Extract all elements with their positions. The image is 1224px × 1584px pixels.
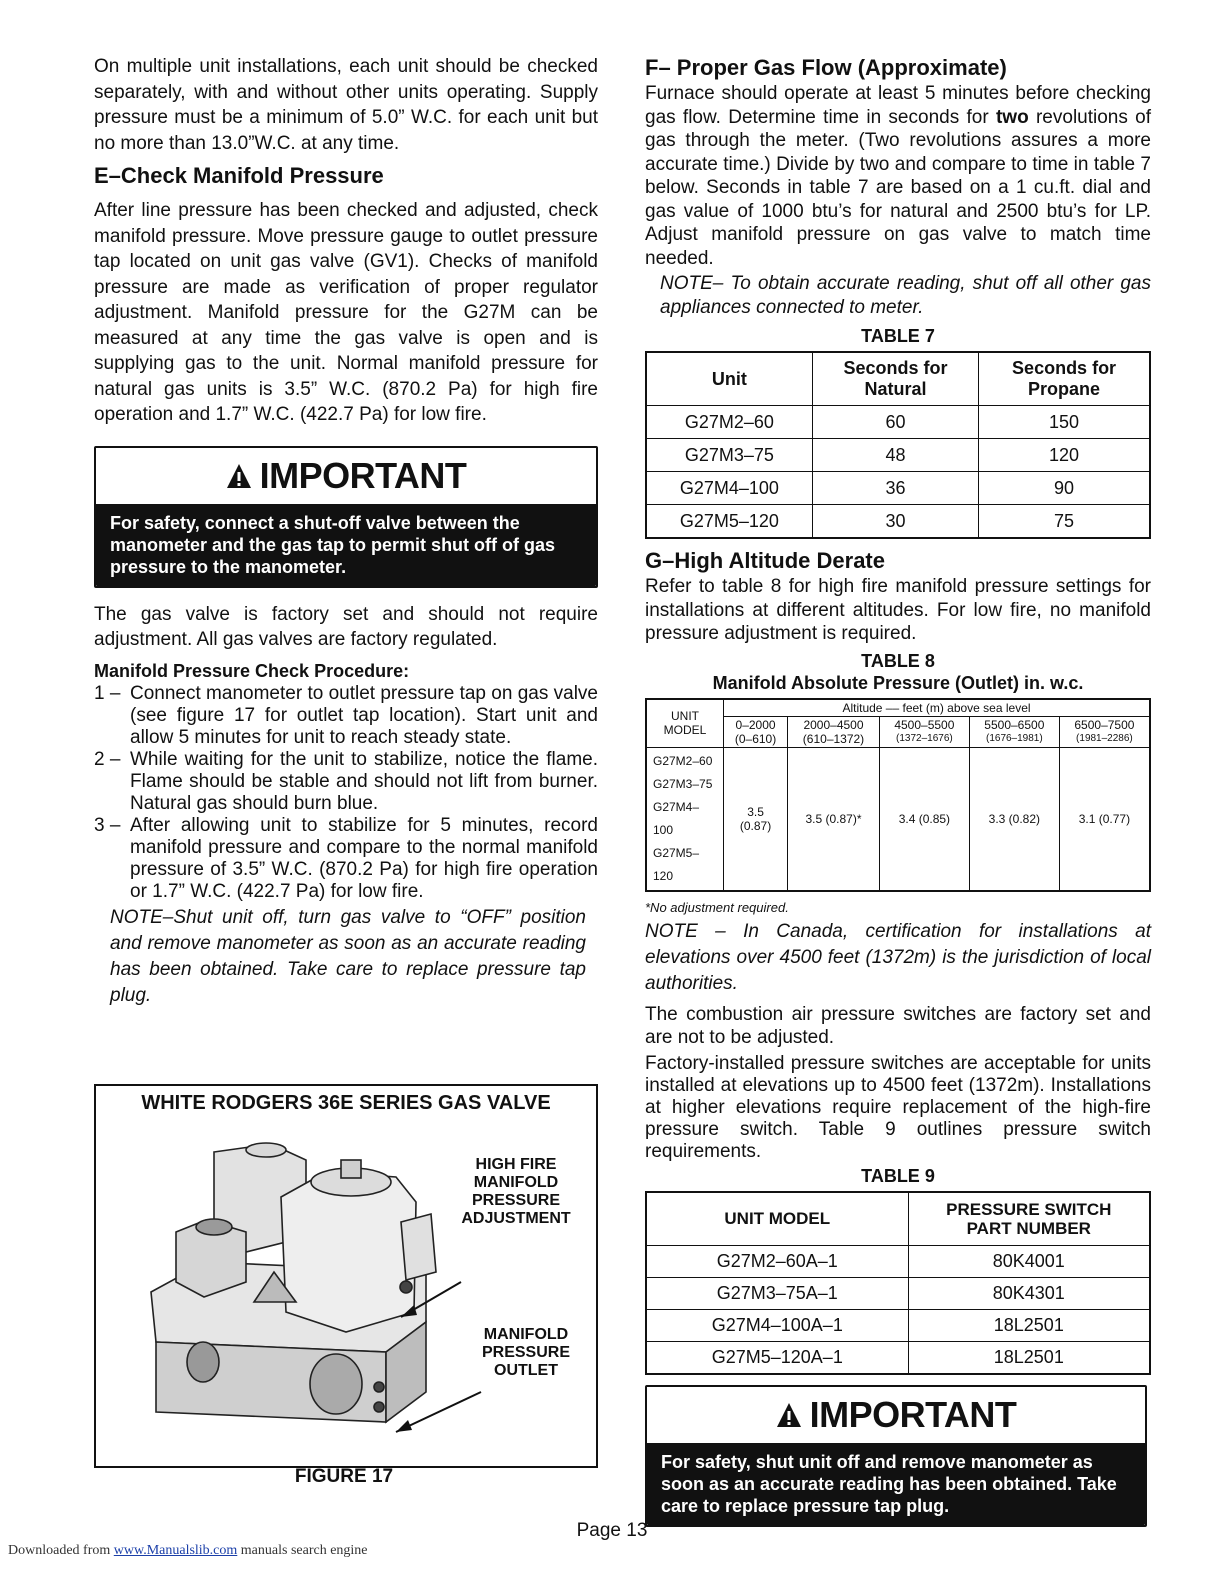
table-9-title: TABLE 9 [861,1165,935,1186]
table-header: Altitude –– feet (m) above sea level [724,699,1151,717]
table-row: G27M4–100A–1 18L2501 [646,1309,1150,1341]
table-row: G27M5–120 30 75 [646,505,1150,539]
procedure-steps [94,683,598,903]
important-header [96,448,596,504]
table-header: UNIT MODEL [646,1192,908,1246]
warning-icon [776,1402,802,1428]
important-box-left [94,446,598,588]
valve-text: The gas valve is factory set and should not require adjustment. All gas valves are factory regulated. [94,603,598,650]
table-header: Seconds for Natural [812,352,978,406]
callout-high-fire-adjustment: HIGH FIRE MANIFOLD PRESSURE ADJUSTMENT [461,1156,571,1227]
figure-17-gas-valve [94,1084,598,1468]
table-row: G27M5–120A–1 18L2501 [646,1341,1150,1374]
important-title: IMPORTANT [259,454,467,496]
table-8-title: TABLE 8 [861,650,935,671]
table-row: G27M2–60A–1 80K4001 [646,1245,1150,1277]
table-9 [645,1191,1151,1375]
table-8-subtitle: Manifold Absolute Pressure (Outlet) in. w.c. [712,672,1084,693]
procedure-note: NOTE–Shut unit off, turn gas valve to “OFF” position and remove manometer as soon as an accurate reading has been obtained. Take care to replace pressure tap plug. [110,906,586,1006]
table-row: G27M3–75 48 120 [646,439,1150,472]
right-column [645,52,1151,1527]
altitude-range: 2000–4500 (610–1372) [788,716,880,747]
canada-note: NOTE – In Canada, certification for installations at elevations over 4500 feet (1372m) is the jurisdiction of local authorities. [645,920,1151,994]
section-g-body: Refer to table 8 for high fire manifold pressure settings for installations at different altitudes. For low fire, no manifold pressure adjustment is required. [645,576,1151,644]
combustion-text: The combustion air pressure switches are factory set and are not to be adjusted. [645,1003,1151,1048]
altitude-range: 4500–5500 (1372–1676) [879,716,969,747]
intro-paragraph: On multiple unit installations, each unit should be checked separately, with and without other units operating. Supply pressure must be a minimum of 5.0” W.C. for each unit but no more than 13.0”W.C. at any time. [94,56,598,154]
section-f-title: F– Proper Gas Flow (Approximate) [645,55,1007,80]
table-row: G27M3–75A–1 80K4301 [646,1277,1150,1309]
procedure-title: Manifold Pressure Check Procedure: [94,660,410,681]
table-header: Unit [646,352,812,406]
figure-title: WHITE RODGERS 36E SERIES GAS VALVE [141,1092,551,1114]
factory-text: Factory-installed pressure switches are acceptable for units installed at elevations up to 4500 feet (1372m). Installations at higher elevations require replacement of the high-fire pressure switch. Table 9 outlines pressure switch requirements. [645,1052,1151,1162]
callout-manifold-outlet: MANIFOLD PRESSURE OUTLET [481,1326,571,1379]
figure-caption: FIGURE 17 [294,1466,394,1487]
altitude-range: 5500–6500 (1676–1981) [969,716,1059,747]
section-e-title: E–Check Manifold Pressure [94,163,384,188]
important-header [647,1387,1145,1443]
table-row: G27M4–100 36 90 [646,472,1150,505]
pressure-value: 3.4 (0.85) [879,747,969,891]
important-title: IMPORTANT [809,1393,1017,1435]
warning-icon [226,463,252,489]
manualslib-link[interactable]: www.Manualslib.com [113,1543,238,1558]
section-e-body: After line pressure has been checked and adjusted, check manifold pressure. Move pressure gauge to outlet pressure tap located on unit gas valve (GV1). Checks of manifold pressure are made as verification of proper regulator adjustment. Manifold pressure for the G27M can be measured at any time the gas valve is open and is supplying gas to the unit. Normal manifold pressure for natural gas units is 3.5” W.C. (870.2 Pa) for high fire operation and 1.7” W.C. (422.7 Pa) for low fire. [94,200,598,425]
pressure-value: 3.3 (0.82) [969,747,1059,891]
left-column [94,52,598,1009]
section-f-body: Furnace should operate at least 5 minutes before checking gas flow. Determine time in seconds for two revolutions of gas through the meter. (Two revolutions assures a more accurate time.) Divide by two and compare to time in table 7 below. Seconds in table 7 are based on a 1 cu.ft. dial and gas value of 1000 btu’s for natural and 2500 btu’s for LP. Adjust manifold pressure on gas valve to match time needed. [645,83,1151,269]
download-footer: Downloaded from www.Manualslib.com manuals search engine [8,1543,368,1558]
pressure-value: 3.1 (0.77) [1059,747,1150,891]
model-list: G27M2–60 G27M3–75 G27M4–100 G27M5–120 [646,747,724,891]
procedure-step: 2 – While waiting for the unit to stabilize, notice the flame. Flame should be stable and should not lift from burner. Natural gas should burn blue. [94,748,598,814]
table-header: Seconds for Propane [979,352,1150,406]
procedure-step: 1 – Connect manometer to outlet pressure tap on gas valve (see figure 17 for outlet tap location). Start unit and allow 5 minutes for unit to reach steady state. [94,682,598,748]
table-8-footnote: *No adjustment required. [645,899,789,915]
procedure-step: 3 – After allowing unit to stabilize for 5 minutes, record manifold pressure and compare to the normal manifold pressure of 3.5” W.C. (870.2 Pa) for high fire operation or 1.7” W.C. (422.7 Pa) for low fire. [94,814,598,902]
section-f-note: NOTE– To obtain accurate reading, shut off all other gas appliances connected to meter. [660,273,1151,318]
important-body: For safety, shut unit off and remove manometer as soon as an accurate reading has been obtained. Take care to replace pressure tap plug. [645,1443,1147,1527]
table-row: G27M2–60 60 150 [646,406,1150,439]
altitude-range: 6500–7500 (1981–2286) [1059,716,1150,747]
pressure-value: 3.5 (0.87) [724,747,788,891]
important-body: For safety, connect a shut-off valve between the manometer and the gas tap to permit shut off of gas pressure to the manometer. [94,504,598,588]
table-7 [645,351,1151,539]
table-header: UNIT MODEL [646,699,724,748]
altitude-range: 0–2000 (0–610) [724,716,788,747]
important-box-right [645,1385,1147,1527]
table-header: PRESSURE SWITCH PART NUMBER [908,1192,1150,1246]
table-7-title: TABLE 7 [861,326,935,346]
pressure-value: 3.5 (0.87)* [788,747,880,891]
section-g-title: G–High Altitude Derate [645,548,885,573]
page-number: Page 13 [576,1520,648,1541]
table-8 [645,698,1151,892]
